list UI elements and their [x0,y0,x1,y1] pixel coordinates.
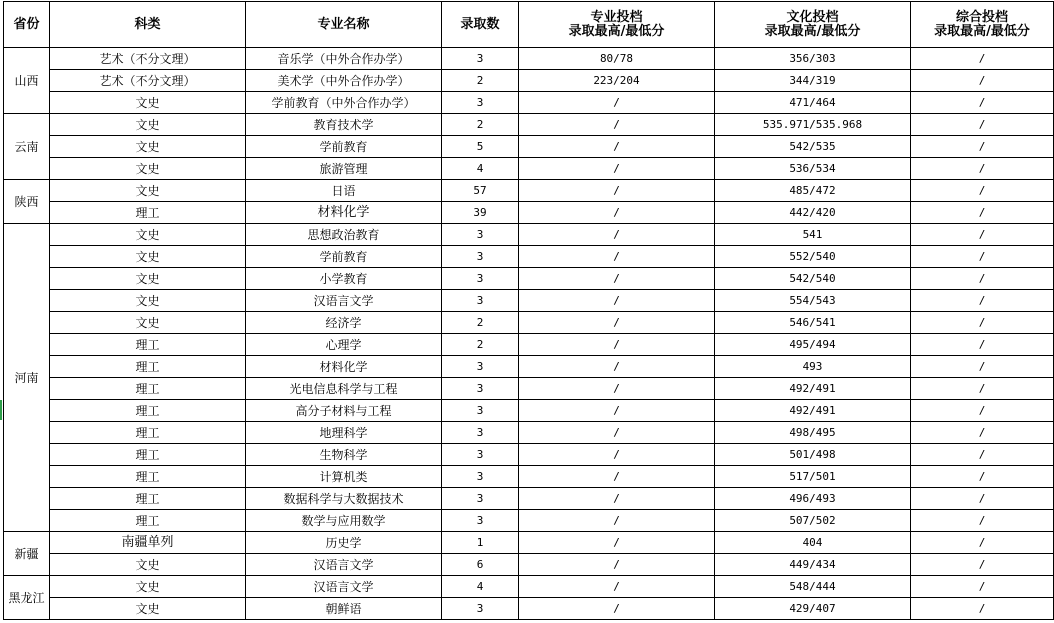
professional-score-cell: / [519,378,715,400]
category-cell: 理工 [50,422,246,444]
comprehensive-score-cell: / [911,114,1054,136]
professional-score-cell: / [519,598,715,620]
province-cell: 山西 [4,48,50,114]
professional-score-cell: / [519,246,715,268]
cultural-score-cell: 542/535 [715,136,911,158]
comprehensive-score-cell: / [911,400,1054,422]
header-row [4,2,1054,48]
header-professional-score: 专业投档 录取最高/最低分 [519,2,715,48]
cultural-score-cell: 449/434 [715,554,911,576]
cultural-score-cell: 492/491 [715,400,911,422]
major-cell: 生物科学 [246,444,442,466]
professional-score-cell: / [519,466,715,488]
category-cell: 文史 [50,114,246,136]
comprehensive-score-cell: / [911,92,1054,114]
count-cell: 2 [442,334,519,356]
professional-score-cell: / [519,554,715,576]
count-cell: 3 [442,224,519,246]
major-cell: 朝鲜语 [246,598,442,620]
major-cell: 教育技术学 [246,114,442,136]
major-cell: 学前教育 [246,246,442,268]
category-cell: 艺术（不分文理） [50,48,246,70]
header-province: 省份 [4,2,50,48]
province-cell: 河南 [4,224,50,532]
cultural-score-cell: 554/543 [715,290,911,312]
table-row [4,268,1054,290]
category-cell: 理工 [50,510,246,532]
comprehensive-score-cell: / [911,598,1054,620]
category-cell: 文史 [50,158,246,180]
cultural-score-cell: 541 [715,224,911,246]
major-cell: 心理学 [246,334,442,356]
category-cell: 理工 [50,444,246,466]
cultural-score-cell: 535.971/535.968 [715,114,911,136]
professional-score-cell: / [519,444,715,466]
count-cell: 3 [442,268,519,290]
cultural-score-cell: 517/501 [715,466,911,488]
table-row [4,488,1054,510]
major-cell: 旅游管理 [246,158,442,180]
cultural-score-cell: 546/541 [715,312,911,334]
major-cell: 数据科学与大数据技术 [246,488,442,510]
cultural-score-cell: 501/498 [715,444,911,466]
table-row [4,224,1054,246]
table-row [4,48,1054,70]
category-cell: 文史 [50,136,246,158]
count-cell: 3 [442,488,519,510]
table-row [4,202,1054,224]
comprehensive-score-cell: / [911,444,1054,466]
table-row [4,532,1054,554]
comprehensive-score-cell: / [911,422,1054,444]
cultural-score-cell: 495/494 [715,334,911,356]
comprehensive-score-cell: / [911,246,1054,268]
comprehensive-score-cell: / [911,510,1054,532]
category-cell: 艺术（不分文理） [50,70,246,92]
major-cell: 日语 [246,180,442,202]
category-cell: 理工 [50,334,246,356]
major-cell: 学前教育 [246,136,442,158]
category-cell: 文史 [50,246,246,268]
cultural-score-cell: 404 [715,532,911,554]
major-cell: 汉语言文学 [246,554,442,576]
cultural-score-cell: 492/491 [715,378,911,400]
comprehensive-score-cell: / [911,268,1054,290]
category-cell: 理工 [50,400,246,422]
major-cell: 光电信息科学与工程 [246,378,442,400]
count-cell: 6 [442,554,519,576]
table-row [4,466,1054,488]
count-cell: 3 [442,400,519,422]
comprehensive-score-cell: / [911,180,1054,202]
table-row [4,554,1054,576]
professional-score-cell: / [519,356,715,378]
major-cell: 汉语言文学 [246,290,442,312]
comprehensive-score-cell: / [911,532,1054,554]
major-cell: 计算机类 [246,466,442,488]
professional-score-cell: / [519,180,715,202]
category-cell: 文史 [50,576,246,598]
comprehensive-score-cell: / [911,48,1054,70]
count-cell: 57 [442,180,519,202]
count-cell: 1 [442,532,519,554]
category-cell: 理工 [50,202,246,224]
professional-score-cell: / [519,114,715,136]
professional-score-cell: / [519,400,715,422]
professional-score-cell: / [519,136,715,158]
category-cell: 文史 [50,92,246,114]
major-cell: 学前教育（中外合作办学） [246,92,442,114]
professional-score-cell: / [519,202,715,224]
table-row [4,598,1054,620]
header-count: 录取数 [442,2,519,48]
category-cell: 文史 [50,180,246,202]
province-cell: 云南 [4,114,50,180]
table-row [4,180,1054,202]
table-row [4,92,1054,114]
table-row [4,136,1054,158]
professional-score-cell: / [519,290,715,312]
table-row [4,356,1054,378]
professional-score-cell: / [519,268,715,290]
major-cell: 数学与应用数学 [246,510,442,532]
major-cell: 材料化学 [246,202,442,224]
province-cell: 陕西 [4,180,50,224]
major-cell: 历史学 [246,532,442,554]
cultural-score-cell: 498/495 [715,422,911,444]
comprehensive-score-cell: / [911,70,1054,92]
cultural-score-cell: 471/464 [715,92,911,114]
professional-score-cell: / [519,488,715,510]
category-cell: 文史 [50,224,246,246]
professional-score-cell: / [519,510,715,532]
professional-score-cell: / [519,92,715,114]
province-cell: 新疆 [4,532,50,576]
table-row [4,334,1054,356]
professional-score-cell: / [519,334,715,356]
count-cell: 3 [442,92,519,114]
comprehensive-score-cell: / [911,158,1054,180]
count-cell: 2 [442,114,519,136]
category-cell: 南疆单列 [50,532,246,554]
table-row [4,422,1054,444]
comprehensive-score-cell: / [911,334,1054,356]
count-cell: 4 [442,158,519,180]
count-cell: 3 [442,246,519,268]
cultural-score-cell: 496/493 [715,488,911,510]
comprehensive-score-cell: / [911,488,1054,510]
professional-score-cell: / [519,422,715,444]
table-row [4,378,1054,400]
professional-score-cell: 80/78 [519,48,715,70]
count-cell: 3 [442,422,519,444]
comprehensive-score-cell: / [911,356,1054,378]
cultural-score-cell: 542/540 [715,268,911,290]
count-cell: 2 [442,70,519,92]
professional-score-cell: 223/204 [519,70,715,92]
table-row [4,114,1054,136]
cultural-score-cell: 485/472 [715,180,911,202]
category-cell: 文史 [50,268,246,290]
count-cell: 4 [442,576,519,598]
count-cell: 3 [442,598,519,620]
count-cell: 3 [442,356,519,378]
professional-score-cell: / [519,312,715,334]
header-comprehensive-score: 综合投档 录取最高/最低分 [911,2,1054,48]
row-selection-marker [0,400,2,420]
major-cell: 思想政治教育 [246,224,442,246]
major-cell: 地理科学 [246,422,442,444]
count-cell: 5 [442,136,519,158]
comprehensive-score-cell: / [911,554,1054,576]
table-row [4,444,1054,466]
category-cell: 文史 [50,598,246,620]
count-cell: 3 [442,48,519,70]
count-cell: 39 [442,202,519,224]
category-cell: 文史 [50,312,246,334]
cultural-score-cell: 493 [715,356,911,378]
table-row [4,246,1054,268]
major-cell: 美术学（中外合作办学） [246,70,442,92]
count-cell: 3 [442,290,519,312]
major-cell: 小学教育 [246,268,442,290]
cultural-score-cell: 536/534 [715,158,911,180]
professional-score-cell: / [519,158,715,180]
comprehensive-score-cell: / [911,202,1054,224]
table-row [4,510,1054,532]
cultural-score-cell: 429/407 [715,598,911,620]
comprehensive-score-cell: / [911,312,1054,334]
table-row [4,312,1054,334]
header-major: 专业名称 [246,2,442,48]
count-cell: 3 [442,378,519,400]
major-cell: 经济学 [246,312,442,334]
header-category: 科类 [50,2,246,48]
table-row [4,158,1054,180]
table-row [4,70,1054,92]
count-cell: 3 [442,444,519,466]
table-body [4,48,1054,620]
professional-score-cell: / [519,576,715,598]
cultural-score-cell: 344/319 [715,70,911,92]
category-cell: 理工 [50,378,246,400]
category-cell: 文史 [50,290,246,312]
major-cell: 音乐学（中外合作办学） [246,48,442,70]
header-cultural-score: 文化投档 录取最高/最低分 [715,2,911,48]
category-cell: 理工 [50,488,246,510]
count-cell: 3 [442,466,519,488]
cultural-score-cell: 552/540 [715,246,911,268]
admission-score-table [3,1,1054,620]
province-cell: 黑龙江 [4,576,50,620]
cultural-score-cell: 442/420 [715,202,911,224]
table-row [4,400,1054,422]
comprehensive-score-cell: / [911,290,1054,312]
cultural-score-cell: 507/502 [715,510,911,532]
comprehensive-score-cell: / [911,224,1054,246]
comprehensive-score-cell: / [911,576,1054,598]
category-cell: 理工 [50,466,246,488]
table-row [4,576,1054,598]
professional-score-cell: / [519,224,715,246]
professional-score-cell: / [519,532,715,554]
count-cell: 2 [442,312,519,334]
major-cell: 材料化学 [246,356,442,378]
category-cell: 文史 [50,554,246,576]
cultural-score-cell: 548/444 [715,576,911,598]
major-cell: 汉语言文学 [246,576,442,598]
cultural-score-cell: 356/303 [715,48,911,70]
comprehensive-score-cell: / [911,378,1054,400]
table-row [4,290,1054,312]
comprehensive-score-cell: / [911,466,1054,488]
count-cell: 3 [442,510,519,532]
major-cell: 高分子材料与工程 [246,400,442,422]
comprehensive-score-cell: / [911,136,1054,158]
category-cell: 理工 [50,356,246,378]
